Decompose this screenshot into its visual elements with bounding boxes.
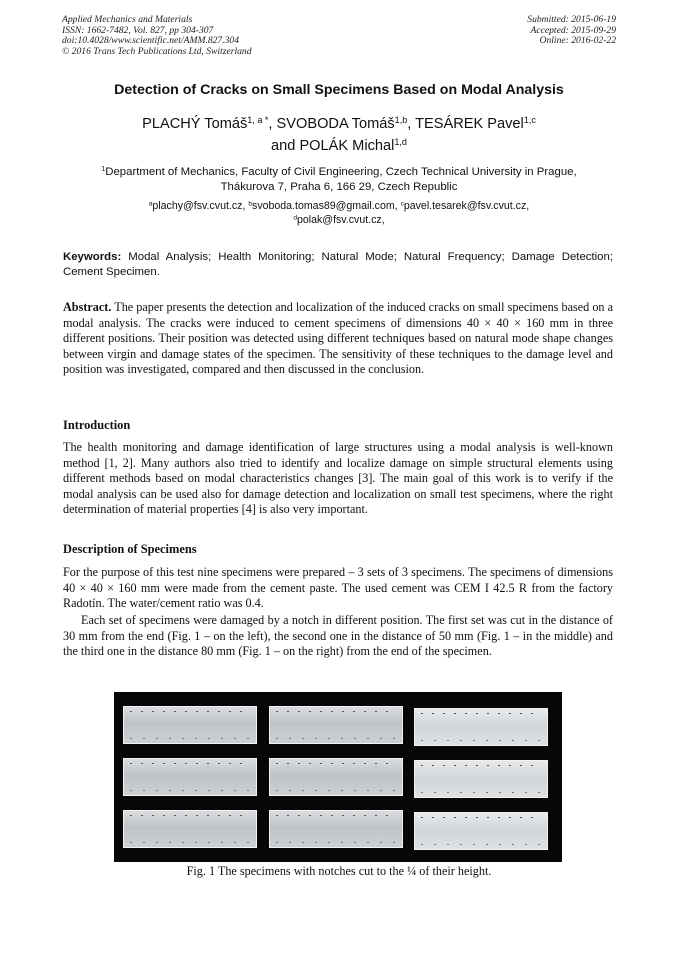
accepted-date: Accepted: 2015-09-29 <box>530 24 616 36</box>
keywords-text: Modal Analysis; Health Monitoring; Natural Mode; Natural Frequency; Damage Detection; Cement Specimen. <box>63 251 613 278</box>
email-link[interactable]: polak@fsv.cvut.cz, <box>296 214 385 226</box>
dates-header <box>527 15 616 47</box>
affiliation-sup: 1 <box>101 166 106 174</box>
author-separator: , <box>268 116 277 132</box>
author-list <box>0 113 678 157</box>
author-name: TESÁREK Pavel <box>415 116 524 132</box>
specimen-image <box>414 812 548 850</box>
author-emails <box>62 199 616 227</box>
abstract <box>63 300 613 378</box>
email-sup: b <box>248 200 253 208</box>
journal-header <box>62 15 252 57</box>
specimen-image <box>269 758 403 796</box>
specimens-photo <box>114 692 562 862</box>
abstract-label: Abstract. <box>63 300 112 314</box>
author-conjunction: and <box>271 138 300 154</box>
author-affil-sup: 1,b <box>394 115 408 126</box>
specimens-paragraph-1: For the purpose of this test nine specimens were prepared – 3 sets of 3 specimens. The specimens of dimensions 40 × 40 × 160 mm were made from the cement paste. The used cement was CEM I 42.5 R from the factory Radotín. The water/cement ratio was 0.4. <box>63 565 613 611</box>
section-heading-specimens: Description of Specimens <box>63 542 197 556</box>
email-link[interactable]: pavel.tesarek@fsv.cvut.cz, <box>403 200 530 212</box>
email-sup: c <box>400 200 404 208</box>
author-name: SVOBODA Tomáš <box>276 116 395 132</box>
author-affil-sup: 1,d <box>394 137 407 148</box>
journal-doi: doi:10.4028/www.scientific.net/AMM.827.304 <box>62 35 240 47</box>
keywords-label: Keywords: <box>63 251 122 263</box>
figure-caption: Fig. 1 The specimens with notches cut to the ¼ of their height. <box>186 864 492 878</box>
specimen-image <box>269 810 403 848</box>
email-sup: a <box>148 200 153 208</box>
keywords <box>63 250 613 280</box>
journal-issn: ISSN: 1662-7482, Vol. 827, pp 304-307 <box>62 24 214 36</box>
specimen-image <box>123 810 257 848</box>
paper-title: Detection of Cracks on Small Specimens Based on Modal Analysis <box>114 82 564 98</box>
author-affil-sup: 1,c <box>523 115 536 126</box>
section-heading-introduction: Introduction <box>63 418 131 432</box>
specimen-image <box>414 760 548 798</box>
affiliation-line: Department of Mechanics, Faculty of Civil Engineering, Czech Technical University in Prague, <box>105 166 577 178</box>
email-link[interactable]: svoboda.tomas89@gmail.com, <box>252 200 401 212</box>
abstract-text: The paper presents the detection and localization of the induced cracks on small specimens based on a modal analysis. The cracks were induced to cement specimens of dimensions 40 × 40 × 160 mm in three different positions. Their position was detected using different techniques based on natural mode shape changes between virgin and damage states of the specimen. The sensitivity of these techniques to the damage level and position was investigated, compared and then discussed in the conclusion. <box>63 300 613 377</box>
author-affil-sup: 1, a * <box>247 115 269 126</box>
specimen-image <box>123 758 257 796</box>
author-separator: , <box>407 116 416 132</box>
email-link[interactable]: plachy@fsv.cvut.cz, <box>152 200 249 212</box>
author-name: POLÁK Michal <box>299 138 395 154</box>
affiliation-line: Thákurova 7, Praha 6, 166 29, Czech Republic <box>220 181 458 194</box>
online-date: Online: 2016-02-22 <box>539 35 616 47</box>
journal-copyright: © 2016 Trans Tech Publications Ltd, Switzerland <box>62 45 252 57</box>
email-sup: d <box>293 214 297 222</box>
affiliation <box>62 165 616 195</box>
submitted-date: Submitted: 2015-06-19 <box>527 14 616 25</box>
specimen-image <box>123 706 257 744</box>
specimen-image <box>269 706 403 744</box>
introduction-paragraph: The health monitoring and damage identification of large structures using a modal analysis is well-known method [1, 2]. Many authors also tried to identify and localize damage on simple structural elements using different methods based on modal characteristics changes [3]. The main goal of this work is to verify if the modal analysis can be used also for damage detection and localization on small test specimens, where the right determination of material properties [4] is also very important. <box>63 440 613 517</box>
specimens-paragraph-2: Each set of specimens were damaged by a notch in different position. The first set was cut in the distance of 30 mm from the end (Fig. 1 – on the left), the second one in the distance of 50 mm (Fig. 1 – in the middle) and the third one in the distance 80 mm (Fig. 1 – on the right) from the end of the specimen. <box>63 613 613 659</box>
journal-name: Applied Mechanics and Materials <box>62 14 193 25</box>
author-name: PLACHÝ Tomáš <box>142 116 248 132</box>
specimen-image <box>414 708 548 746</box>
